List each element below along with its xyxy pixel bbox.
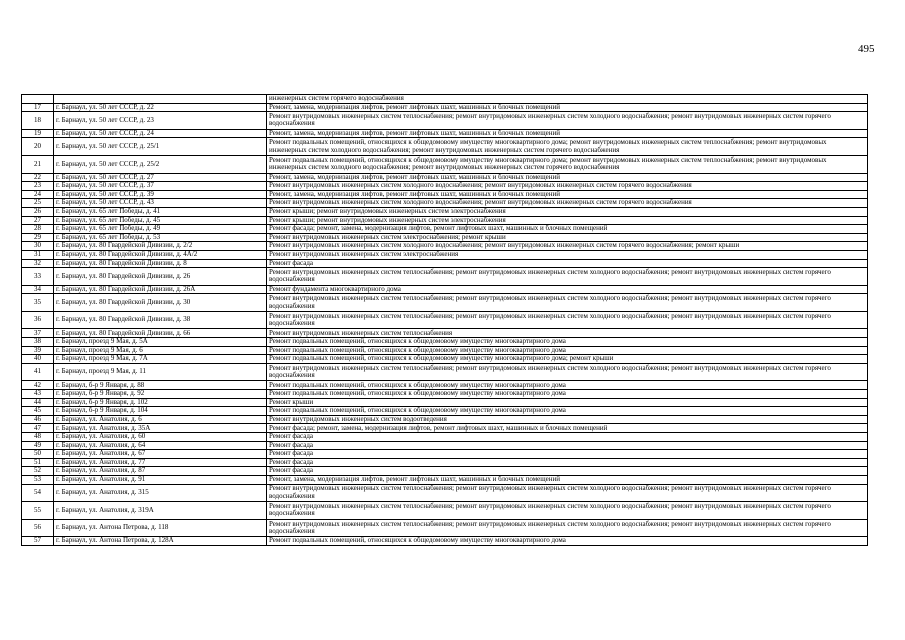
table-row xyxy=(22,424,868,433)
address-cell: г. Барнаул, ул. 65 лет Победы, д. 49 xyxy=(54,225,267,234)
works-cell: Ремонт внутридомовых инженерных систем теплоснабжения; ремонт внутридомовых инженерных систем холодного водоснабжения; ремонт внутридомовых инженерных систем горячего водоснабжения xyxy=(267,311,868,329)
table-row xyxy=(22,250,868,259)
row-number-cell: 25 xyxy=(22,199,54,208)
table-row xyxy=(22,484,868,502)
row-number-cell: 35 xyxy=(22,294,54,312)
address-cell: г. Барнаул, ул. Анатолия, д. 91 xyxy=(54,475,267,484)
table-row xyxy=(22,112,868,130)
table-row xyxy=(22,225,868,234)
address-cell: г. Барнаул, проезд 9 Мая, д. 11 xyxy=(54,363,267,381)
address-cell: г. Барнаул, ул. 50 лет СССР, д. 24 xyxy=(54,129,267,138)
row-number-cell: 49 xyxy=(22,441,54,450)
table-row xyxy=(22,259,868,268)
row-number-cell: 56 xyxy=(22,519,54,537)
works-cell: Ремонт фасада xyxy=(267,450,868,459)
works-cell: Ремонт фасада xyxy=(267,458,868,467)
row-number-cell: 17 xyxy=(22,103,54,112)
table-row xyxy=(22,415,868,424)
table-row xyxy=(22,441,868,450)
works-cell: Ремонт подвальных помещений, относящихся к общедомовому имуществу многоквартирного дома xyxy=(267,338,868,347)
table-row xyxy=(22,207,868,216)
works-cell: Ремонт внутридомовых инженерных систем теплоснабжения; ремонт внутридомовых инженерных систем холодного водоснабжения; ремонт внутридомовых инженерных систем горячего водоснабжения xyxy=(267,112,868,130)
works-cell: Ремонт, замена, модернизация лифтов, ремонт лифтовых шахт, машинных и блочных помещений xyxy=(267,190,868,199)
row-number-cell: 57 xyxy=(22,537,54,546)
row-number-cell: 37 xyxy=(22,329,54,338)
address-cell: г. Барнаул, б-р 9 Января, д. 88 xyxy=(54,381,267,390)
address-cell: г. Барнаул, ул. Антона Петрова, д. 128А xyxy=(54,537,267,546)
address-cell: г. Барнаул, ул. 50 лет СССР, д. 39 xyxy=(54,190,267,199)
address-cell: г. Барнаул, ул. Анатолия, д. 35А xyxy=(54,424,267,433)
table-row xyxy=(22,475,868,484)
table-row xyxy=(22,242,868,251)
address-cell: г. Барнаул, ул. 80 Гвардейской Дивизии, д. 26 xyxy=(54,268,267,286)
address-cell: г. Барнаул, ул. 50 лет СССР, д. 23 xyxy=(54,112,267,130)
table-row xyxy=(22,155,868,173)
table-row xyxy=(22,182,868,191)
row-number-cell: 19 xyxy=(22,129,54,138)
row-number-cell: 36 xyxy=(22,311,54,329)
works-cell: Ремонт подвальных помещений, относящихся к общедомовому имуществу многоквартирного дома; ремонт внутридомовых инженерных систем теплоснабжения; ремонт внутридомовых инженерных систем холодного водоснабжения; ремонт внутридомовых инженерных систем горячего водоснабжения xyxy=(267,155,868,173)
works-cell: Ремонт фундамента многоквартирного дома xyxy=(267,285,868,294)
row-number-cell: 20 xyxy=(22,138,54,156)
works-cell: Ремонт внутридомовых инженерных систем теплоснабжения; ремонт внутридомовых инженерных систем холодного водоснабжения; ремонт внутридомовых инженерных систем горячего водоснабжения xyxy=(267,484,868,502)
works-cell: Ремонт внутридомовых инженерных систем теплоснабжения xyxy=(267,329,868,338)
address-cell xyxy=(54,95,267,104)
row-number-cell: 31 xyxy=(22,250,54,259)
row-number-cell: 22 xyxy=(22,173,54,182)
works-cell: Ремонт внутридомовых инженерных систем электроснабжения xyxy=(267,250,868,259)
address-cell: г. Барнаул, б-р 9 Января, д. 92 xyxy=(54,390,267,399)
works-cell: Ремонт, замена, модернизация лифтов, ремонт лифтовых шахт, машинных и блочных помещений xyxy=(267,173,868,182)
row-number-cell: 23 xyxy=(22,182,54,191)
works-cell: Ремонт подвальных помещений, относящихся к общедомовому имуществу многоквартирного дома xyxy=(267,381,868,390)
works-cell: Ремонт внутридомовых инженерных систем холодного водоснабжения; ремонт внутридомовых инженерных систем горячего водоснабжения xyxy=(267,199,868,208)
row-number-cell: 28 xyxy=(22,225,54,234)
row-number-cell: 27 xyxy=(22,216,54,225)
works-cell: Ремонт подвальных помещений, относящихся к общедомовому имуществу многоквартирного дома xyxy=(267,390,868,399)
row-number-cell: 32 xyxy=(22,259,54,268)
row-number-cell: 54 xyxy=(22,484,54,502)
address-cell: г. Барнаул, ул. Анатолия, д. 87 xyxy=(54,467,267,476)
works-cell: Ремонт подвальных помещений, относящихся к общедомовому имуществу многоквартирного дома xyxy=(267,346,868,355)
address-cell: г. Барнаул, проезд 9 Мая, д. 6 xyxy=(54,346,267,355)
address-cell: г. Барнаул, проезд 9 Мая, д. 5А xyxy=(54,338,267,347)
address-cell: г. Барнаул, ул. 80 Гвардейской Дивизии, д. 2/2 xyxy=(54,242,267,251)
table-row xyxy=(22,355,868,364)
works-cell: Ремонт фасада xyxy=(267,467,868,476)
address-cell: г. Барнаул, ул. 50 лет СССР, д. 25/2 xyxy=(54,155,267,173)
table-row xyxy=(22,390,868,399)
works-cell: Ремонт подвальных помещений, относящихся к общедомовому имуществу многоквартирного дома xyxy=(267,407,868,416)
works-cell: Ремонт фасада xyxy=(267,259,868,268)
row-number-cell: 34 xyxy=(22,285,54,294)
table-row xyxy=(22,199,868,208)
row-number-cell: 55 xyxy=(22,502,54,520)
table-row xyxy=(22,103,868,112)
row-number-cell: 51 xyxy=(22,458,54,467)
row-number-cell: 18 xyxy=(22,112,54,130)
address-cell: г. Барнаул, ул. Анатолия, д. 6 xyxy=(54,415,267,424)
works-cell: Ремонт внутридомовых инженерных систем холодного водоснабжения; ремонт внутридомовых инженерных систем горячего водоснабжения; ремонт крыши xyxy=(267,242,868,251)
table-row xyxy=(22,346,868,355)
works-cell: Ремонт подвальных помещений, относящихся к общедомовому имуществу многоквартирного дома xyxy=(267,537,868,546)
works-cell: Ремонт крыши; ремонт внутридомовых инженерных систем электроснабжения xyxy=(267,216,868,225)
address-cell: г. Барнаул, ул. Анатолия, д. 319А xyxy=(54,502,267,520)
row-number-cell: 26 xyxy=(22,207,54,216)
page-number: 495 xyxy=(858,43,875,55)
row-number-cell: 41 xyxy=(22,363,54,381)
works-cell: Ремонт внутридомовых инженерных систем теплоснабжения; ремонт внутридомовых инженерных систем холодного водоснабжения; ремонт внутридомовых инженерных систем горячего водоснабжения xyxy=(267,519,868,537)
works-cell: Ремонт внутридомовых инженерных систем теплоснабжения; ремонт внутридомовых инженерных систем холодного водоснабжения; ремонт внутридомовых инженерных систем горячего водоснабжения xyxy=(267,502,868,520)
table-row xyxy=(22,173,868,182)
works-cell: Ремонт крыши xyxy=(267,398,868,407)
row-number-cell: 47 xyxy=(22,424,54,433)
row-number-cell: 45 xyxy=(22,407,54,416)
table-row xyxy=(22,95,868,104)
works-cell: Ремонт, замена, модернизация лифтов, ремонт лифтовых шахт, машинных и блочных помещений xyxy=(267,129,868,138)
works-cell: Ремонт фасада xyxy=(267,441,868,450)
row-number-cell: 40 xyxy=(22,355,54,364)
table-row xyxy=(22,467,868,476)
table-row xyxy=(22,450,868,459)
address-cell: г. Барнаул, ул. Анатолия, д. 67 xyxy=(54,450,267,459)
table-row xyxy=(22,537,868,546)
address-cell: г. Барнаул, ул. 50 лет СССР, д. 43 xyxy=(54,199,267,208)
address-cell: г. Барнаул, ул. 80 Гвардейской Дивизии, д. 8 xyxy=(54,259,267,268)
works-cell: Ремонт, замена, модернизация лифтов, ремонт лифтовых шахт, машинных и блочных помещений xyxy=(267,103,868,112)
address-cell: г. Барнаул, ул. 65 лет Победы, д. 53 xyxy=(54,233,267,242)
address-cell: г. Барнаул, ул. 80 Гвардейской Дивизии, д. 38 xyxy=(54,311,267,329)
table-row xyxy=(22,216,868,225)
works-cell: Ремонт внутридомовых инженерных систем теплоснабжения; ремонт внутридомовых инженерных систем холодного водоснабжения; ремонт внутридомовых инженерных систем горячего водоснабжения xyxy=(267,363,868,381)
address-cell: г. Барнаул, ул. Антона Петрова, д. 118 xyxy=(54,519,267,537)
row-number-cell: 44 xyxy=(22,398,54,407)
repair-table-body xyxy=(22,95,868,546)
table-row xyxy=(22,502,868,520)
table-row xyxy=(22,190,868,199)
works-cell: Ремонт внутридомовых инженерных систем теплоснабжения; ремонт внутридомовых инженерных систем холодного водоснабжения; ремонт внутридомовых инженерных систем горячего водоснабжения xyxy=(267,294,868,312)
address-cell: г. Барнаул, ул. 80 Гвардейской Дивизии, д. 30 xyxy=(54,294,267,312)
table-row xyxy=(22,294,868,312)
works-cell: Ремонт крыши; ремонт внутридомовых инженерных систем электроснабжения xyxy=(267,207,868,216)
repair-table xyxy=(21,94,868,546)
address-cell: г. Барнаул, ул. 80 Гвардейской Дивизии, д. 26А xyxy=(54,285,267,294)
row-number-cell: 53 xyxy=(22,475,54,484)
address-cell: г. Барнаул, ул. Анатолия, д. 60 xyxy=(54,433,267,442)
table-row xyxy=(22,268,868,286)
table-row xyxy=(22,233,868,242)
address-cell: г. Барнаул, ул. Анатолия, д. 64 xyxy=(54,441,267,450)
table-row xyxy=(22,458,868,467)
works-cell: Ремонт фасада xyxy=(267,433,868,442)
table-row xyxy=(22,329,868,338)
works-cell: Ремонт подвальных помещений, относящихся к общедомовому имуществу многоквартирного дома; ремонт крыши xyxy=(267,355,868,364)
works-cell: Ремонт внутридомовых инженерных систем электроснабжения; ремонт крыши xyxy=(267,233,868,242)
address-cell: г. Барнаул, ул. 65 лет Победы, д. 45 xyxy=(54,216,267,225)
row-number-cell: 29 xyxy=(22,233,54,242)
address-cell: г. Барнаул, ул. Анатолия, д. 315 xyxy=(54,484,267,502)
table-row xyxy=(22,398,868,407)
row-number-cell: 30 xyxy=(22,242,54,251)
address-cell: г. Барнаул, б-р 9 Января, д. 104 xyxy=(54,407,267,416)
table-row xyxy=(22,519,868,537)
row-number-cell: 24 xyxy=(22,190,54,199)
table-row xyxy=(22,381,868,390)
row-number-cell xyxy=(22,95,54,104)
address-cell: г. Барнаул, б-р 9 Января, д. 102 xyxy=(54,398,267,407)
row-number-cell: 38 xyxy=(22,338,54,347)
row-number-cell: 42 xyxy=(22,381,54,390)
address-cell: г. Барнаул, ул. 50 лет СССР, д. 27 xyxy=(54,173,267,182)
table-row xyxy=(22,407,868,416)
table-row xyxy=(22,363,868,381)
address-cell: г. Барнаул, ул. 80 Гвардейской Дивизии, д. 66 xyxy=(54,329,267,338)
works-cell: Ремонт фасада; ремонт, замена, модернизация лифтов, ремонт лифтовых шахт, машинных и блочных помещений xyxy=(267,424,868,433)
address-cell: г. Барнаул, проезд 9 Мая, д. 7А xyxy=(54,355,267,364)
works-cell: Ремонт фасада; ремонт, замена, модернизация лифтов, ремонт лифтовых шахт, машинных и блочных помещений xyxy=(267,225,868,234)
table-row xyxy=(22,338,868,347)
works-cell: Ремонт внутридомовых инженерных систем водоотведения xyxy=(267,415,868,424)
address-cell: г. Барнаул, ул. 65 лет Победы, д. 41 xyxy=(54,207,267,216)
works-cell: Ремонт подвальных помещений, относящихся к общедомовому имуществу многоквартирного дома; ремонт внутридомовых инженерных систем теплоснабжения; ремонт внутридомовых инженерных систем холодного водоснабжения; ремонт внутридомовых инженерных систем горячего водоснабжения xyxy=(267,138,868,156)
table-row xyxy=(22,129,868,138)
table-row xyxy=(22,285,868,294)
row-number-cell: 46 xyxy=(22,415,54,424)
works-cell: Ремонт внутридомовых инженерных систем холодного водоснабжения; ремонт внутридомовых инженерных систем горячего водоснабжения xyxy=(267,182,868,191)
address-cell: г. Барнаул, ул. Анатолия, д. 77 xyxy=(54,458,267,467)
works-cell: Ремонт внутридомовых инженерных систем теплоснабжения; ремонт внутридомовых инженерных систем холодного водоснабжения; ремонт внутридомовых инженерных систем горячего водоснабжения xyxy=(267,268,868,286)
row-number-cell: 21 xyxy=(22,155,54,173)
row-number-cell: 43 xyxy=(22,390,54,399)
address-cell: г. Барнаул, ул. 50 лет СССР, д. 37 xyxy=(54,182,267,191)
row-number-cell: 50 xyxy=(22,450,54,459)
row-number-cell: 33 xyxy=(22,268,54,286)
table-row xyxy=(22,311,868,329)
row-number-cell: 39 xyxy=(22,346,54,355)
address-cell: г. Барнаул, ул. 80 Гвардейской Дивизии, д. 4А/2 xyxy=(54,250,267,259)
works-cell: Ремонт, замена, модернизация лифтов, ремонт лифтовых шахт, машинных и блочных помещений xyxy=(267,475,868,484)
address-cell: г. Барнаул, ул. 50 лет СССР, д. 22 xyxy=(54,103,267,112)
row-number-cell: 48 xyxy=(22,433,54,442)
row-number-cell: 52 xyxy=(22,467,54,476)
address-cell: г. Барнаул, ул. 50 лет СССР, д. 25/1 xyxy=(54,138,267,156)
table-row xyxy=(22,433,868,442)
works-cell: инженерных систем горячего водоснабжения xyxy=(267,95,868,104)
table-row xyxy=(22,138,868,156)
